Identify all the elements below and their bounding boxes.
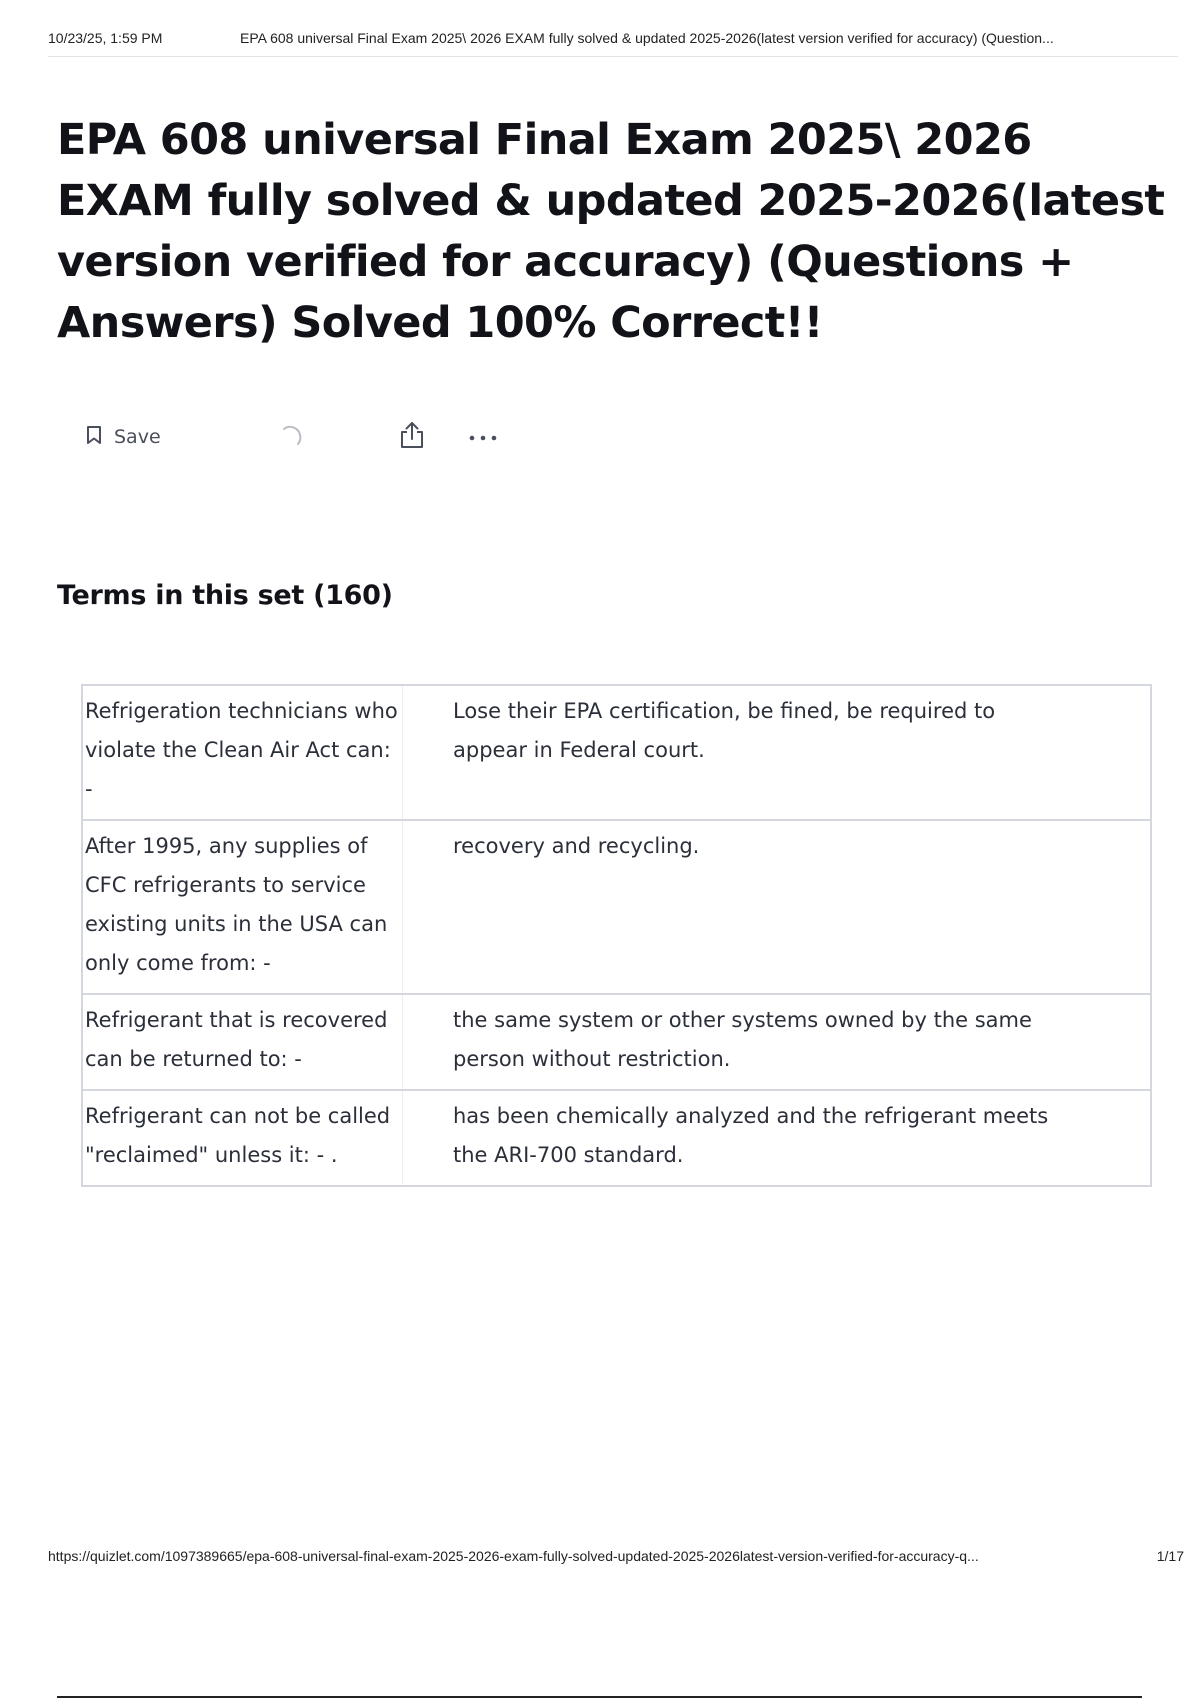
term-row — [83, 1091, 1150, 1185]
term-text: After 1995, any supplies of CFC refrigerants to service existing units in the USA can only come from: - — [83, 821, 403, 993]
share-icon — [398, 420, 426, 454]
term-row — [83, 686, 1150, 821]
definition-text: the same system or other systems owned by the same person without restriction. — [453, 1008, 1032, 1071]
more-icon — [468, 428, 498, 447]
definition-text: has been chemically analyzed and the refrigerant meets the ARI-700 standard. — [453, 1104, 1049, 1167]
term-row — [83, 995, 1150, 1091]
term-text: Refrigeration technicians who violate the Clean Air Act can: - — [83, 686, 403, 819]
more-options-button[interactable] — [468, 420, 498, 454]
terms-count-heading: Terms in this set (160) — [57, 580, 393, 611]
print-document-title: EPA 608 universal Final Exam 2025\ 2026 EXAM fully solved & updated 2025-2026(latest version verified for accuracy) (Question... — [240, 30, 1054, 46]
save-label: Save — [114, 426, 161, 448]
set-toolbar — [86, 420, 526, 454]
terms-table — [81, 684, 1152, 1187]
page-divider — [57, 1696, 1142, 1698]
bookmark-icon — [86, 425, 102, 449]
print-timestamp: 10/23/25, 1:59 PM — [48, 30, 163, 46]
share-button[interactable] — [398, 420, 426, 454]
print-header — [48, 30, 1178, 57]
loading-spinner-icon — [278, 420, 304, 454]
page-title: EPA 608 universal Final Exam 2025\ 2026 EXAM fully solved & updated 2025-2026(latest version verified for accuracy) (Questions + Answers) Solved 100% Correct!! — [57, 115, 1165, 348]
page-number: 1/17 — [1156, 1548, 1184, 1564]
term-row — [83, 821, 1150, 995]
print-footer — [48, 1548, 1184, 1570]
term-text: Refrigerant can not be called "reclaimed" unless it: - . — [83, 1091, 403, 1185]
definition-text: Lose their EPA certification, be fined, be required to appear in Federal court. — [453, 699, 996, 762]
definition-text: recovery and recycling. — [453, 834, 700, 858]
print-url: https://quizlet.com/1097389665/epa-608-universal-final-exam-2025-2026-exam-fully-solved-updated-2025-2026latest-version-verified-for-accuracy-q... — [48, 1548, 979, 1564]
term-text: Refrigerant that is recovered can be returned to: - — [83, 995, 403, 1089]
save-button[interactable] — [86, 420, 161, 454]
